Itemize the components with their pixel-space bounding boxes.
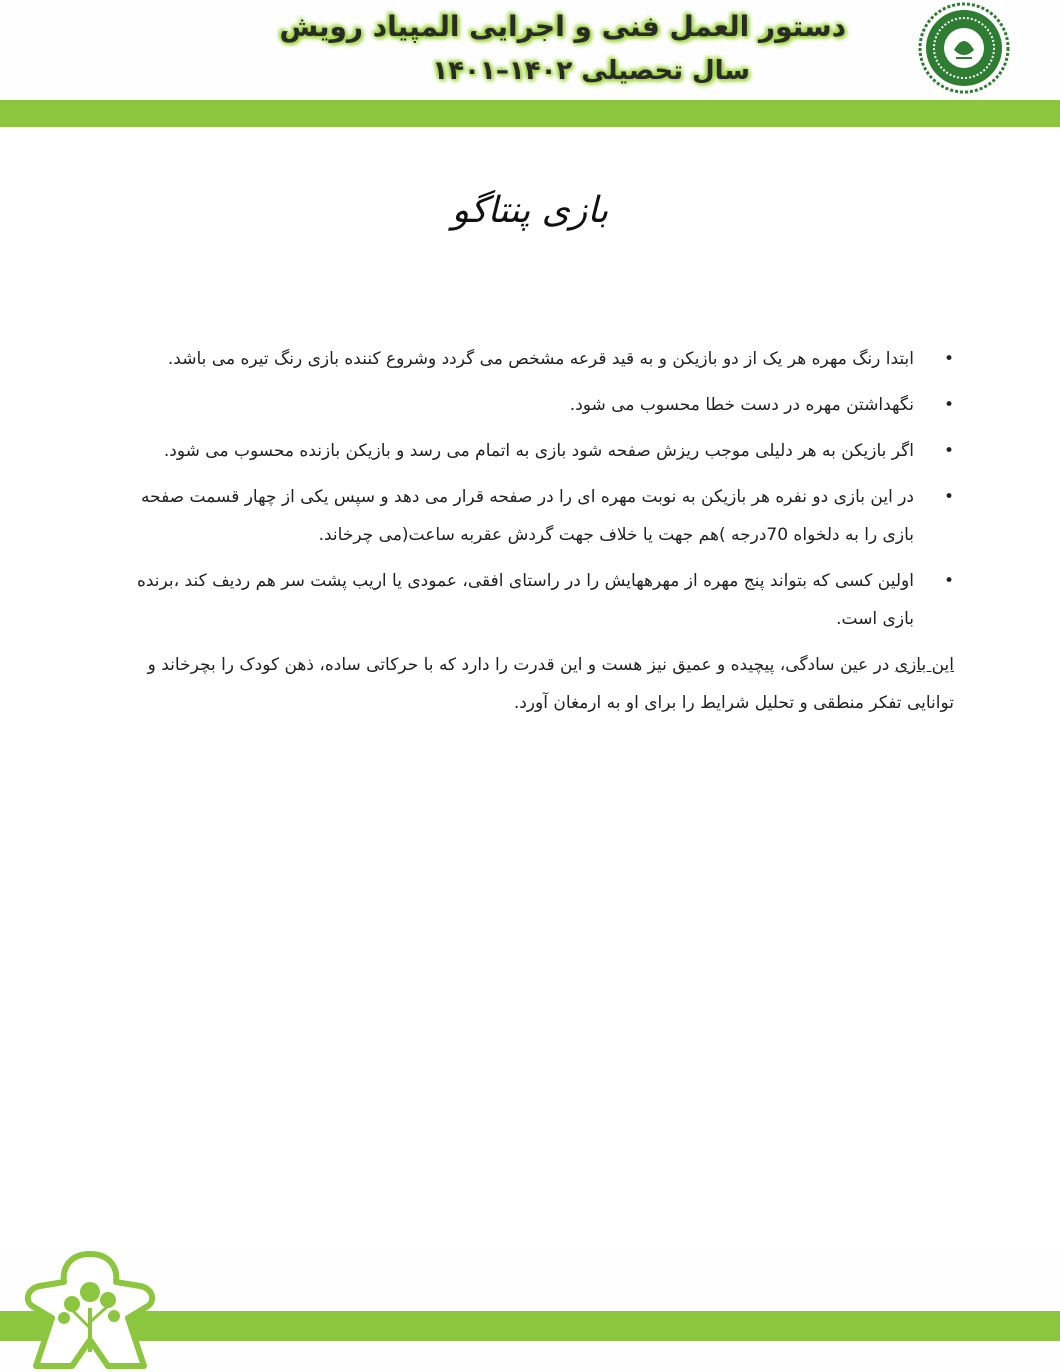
list-item — [134, 340, 954, 378]
rule-text: نگهداشتن مهره در دست خطا محسوب می شود. — [569, 395, 914, 415]
closing-paragraph — [134, 646, 954, 722]
closing-underlined-text: این بازی — [894, 655, 954, 675]
rule-text: در این بازی دو نفره هر بازیکن به نوبت مهره ای را در صفحه قرار می دهد و سپس یکی از چهار قسمت صفحه بازی را به دلخواه 70درجه )هم جهت یا خلاف جهت گردش عقربه ساعت(می چرخاند. — [140, 487, 914, 545]
bullet-icon: • — [943, 395, 954, 415]
list-item — [134, 562, 954, 638]
header-title: دستور العمل فنی و اجرایی المپیاد رویش — [279, 10, 846, 43]
bullet-icon: • — [943, 441, 954, 461]
list-item — [134, 432, 954, 470]
bullet-icon: • — [943, 487, 954, 507]
page-header — [0, 0, 1060, 100]
list-item — [134, 386, 954, 424]
organization-seal-icon — [918, 2, 1010, 94]
bullet-icon: • — [943, 349, 954, 369]
bullet-icon: • — [943, 571, 954, 591]
rule-text: اولین کسی که بتواند پنج مهره از مهرههایش را در راستای افقی، عمودی یا اریب پشت سر هم ردیف کند ،برنده بازی است. — [136, 571, 914, 629]
meeple-tree-logo-icon — [0, 1248, 170, 1372]
rule-text: ابتدا رنگ مهره هر یک از دو بازیکن و به قید قرعه مشخص می گردد وشروع کننده بازی رنگ تیره می باشد. — [167, 349, 914, 369]
list-item — [134, 478, 954, 554]
page-title: بازی پنتاگو — [451, 190, 609, 231]
closing-text: در عین سادگی، پیچیده و عمیق نیز هست و این قدرت را دارد که با حرکاتی ساده، ذهن کودک را بچرخاند و توانایی تفکر منطقی و تحلیل شرایط را برای او به ارمغان آورد. — [147, 655, 954, 713]
header-school-year: سال تحصیلی ۱۴۰۲–۱۴۰۱ — [432, 56, 750, 86]
document-body — [134, 340, 954, 722]
rules-list — [134, 340, 954, 638]
header-green-bar — [0, 100, 1060, 127]
rule-text: اگر بازیکن به هر دلیلی موجب ریزش صفحه شود بازی به اتمام می رسد و بازیکن بازنده محسوب می شود. — [163, 441, 914, 461]
